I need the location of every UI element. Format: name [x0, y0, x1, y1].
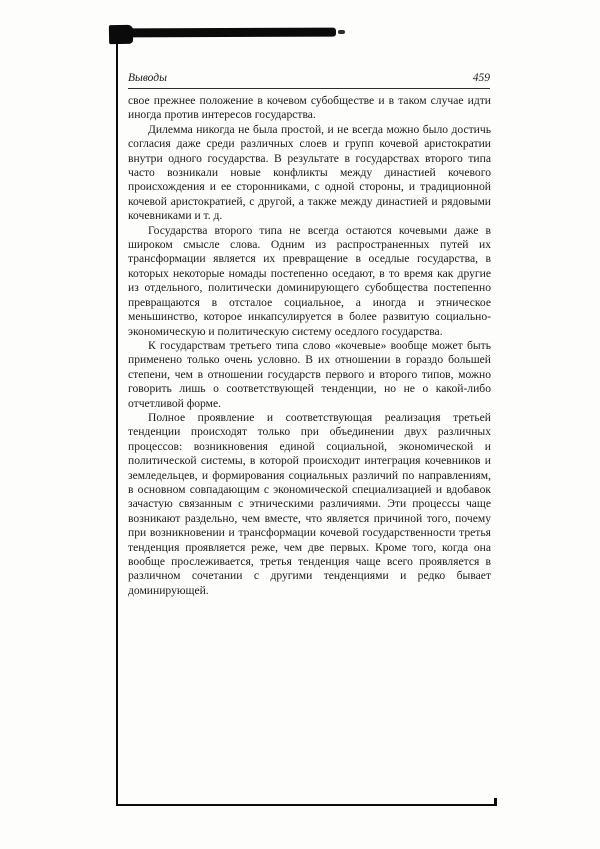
body-text: [128, 94, 491, 598]
paragraph: Дилемма никогда не была простой, и не всегда можно было достичь согласия даже среди различных слоев и групп кочевой аристократии внутри одного государства. В результате в государствах второго типа часто возникали новые конфликты между династией кочевого происхождения и ее сторонниками, с одной стороны, и традиционной кочевой аристократией, с другой, а также между династией и рядовыми кочевниками и т. д.: [128, 122, 491, 223]
scan-artifact-top-bar: [129, 28, 336, 38]
paragraph: Полное проявление и соответствующая реализация третьей тенденции происходят только при объединении двух различных процессов: возникновения единой социальной, экономической и политической системы, в которой происходит интеграция кочевников и земледельцев, и формирования социальных различий по направлениям, в основном совпадающим с экономической специализацией и вдобавок зачастую связанным с этническими различиями. Эти процессы чаще возникают раздельно, чем вместе, что является причиной того, почему при возникновении и трансформации кочевой государственности третья тенденция проявляется реже, чем две первых. Кроме того, когда она вообще прослеживается, третья тенденция чаще всего проявляется в различном сочетании с другими тенденциями и редко бывает доминирующей.: [128, 410, 491, 597]
scan-artifact-bottom-edge-line: [116, 804, 497, 806]
paragraph: свое прежнее положение в кочевом субобществе и в таком случае идти иногда против интересов государства.: [128, 94, 491, 122]
scan-artifact-left-edge-line: [116, 27, 118, 806]
scan-artifact-top-speck: [338, 30, 345, 34]
chapter-title: Выводы: [128, 72, 167, 84]
scan-artifact-bottom-right-tick: [494, 798, 497, 806]
running-header: [128, 72, 490, 89]
paragraph: Государства второго типа не всегда остаются кочевыми даже в широком смысле слова. Одним из распространенных путей их трансформации является их превращение в оседлые государства, в которых некоторые номады постепенно оседают, в то время как другие из отдельного, политически доминирующего субобщества постепенно превращаются в отсталое социальное, а иногда и этническое меньшинство, которое инкапсулируется в более развитую социально-экономическую и политическую систему оседлого государства.: [128, 223, 491, 338]
paragraph: К государствам третьего типа слово «кочевые» вообще может быть применено только очень условно. В их отношении в гораздо большей степени, чем в отношении государств первого и второго типов, можно говорить лишь о соответствующей тенденции, но не о какой-либо отчетливой форме.: [128, 338, 491, 410]
page-number: 459: [472, 72, 490, 84]
